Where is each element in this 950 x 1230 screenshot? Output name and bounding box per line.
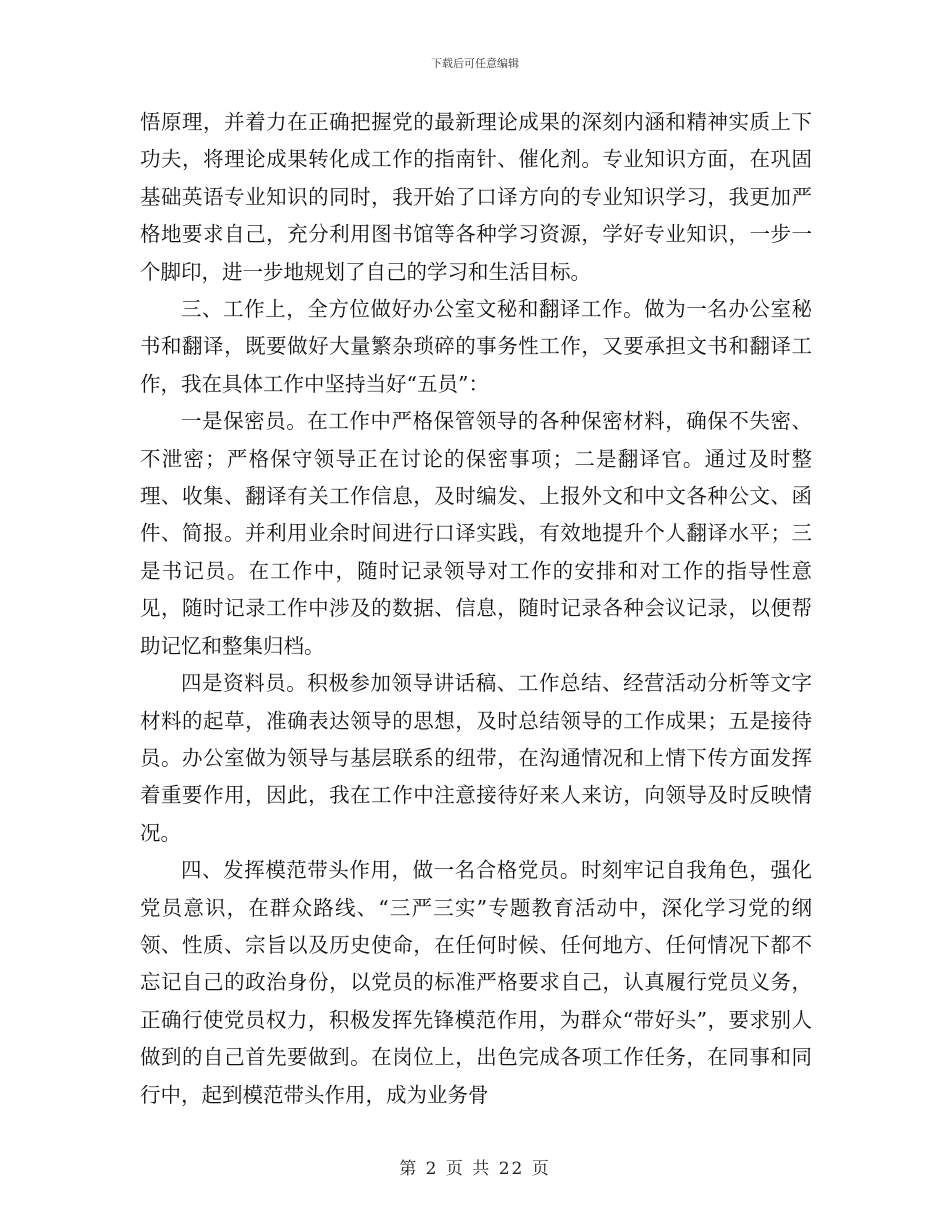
paragraph-roles-four-five: 四是资料员。积极参加领导讲话稿、工作总结、经营活动分析等文字材料的起草，准确表达领导的思想，及时总结领导的工作成果；五是接待员。办公室做为领导与基层联系的纽带，在沟通情况和上情下传方面发挥着重要作用，因此，我在工作中注意接待好来人来访，向领导及时反映情况。: [140, 671, 812, 845]
document-body: [140, 104, 812, 1114]
paragraph-continuation: 悟原理，并着力在正确把握党的最新理论成果的深刻内涵和精神实质上下功夫，将理论成果转化成工作的指南针、催化剂。专业知识方面，在巩固基础英语专业知识的同时，我开始了口译方向的专业知识学习，我更加严格地要求自己，充分利用图书馆等各种学习资源，学好专业知识，一步一个脚印，进一步地规划了自己的学习和生活目标。: [140, 110, 812, 284]
page-header: 下载后可任意编辑: [431, 57, 519, 70]
paragraph-section-three: 三、工作上，全方位做好办公室文秘和翻译工作。做为一名办公室秘书和翻译，既要做好大量繁杂琐碎的事务性工作，又要承担文书和翻译工作，我在具体工作中坚持当好“五员”：: [140, 297, 812, 396]
page-number: 第 2 页 共 22 页: [399, 1159, 551, 1179]
paragraph-roles-one-to-three: 一是保密员。在工作中严格保管领导的各种保密材料，确保不失密、不泄密；严格保守领导正在讨论的保密事项；二是翻译官。通过及时整理、收集、翻译有关工作信息，及时编发、上报外文和中文各种公文、函件、简报。并利用业余时间进行口译实践，有效地提升个人翻译水平；三是书记员。在工作中，随时记录领导对工作的安排和对工作的指导性意见，随时记录工作中涉及的数据、信息，随时记录各种会议记录，以便帮助记忆和整集归档。: [140, 409, 812, 658]
paragraph-section-four: 四、发挥模范带头作用，做一名合格党员。时刻牢记自我角色，强化党员意识，在群众路线、“三严三实”专题教育活动中，深化学习党的纲领、性质、宗旨以及历史使命，在任何时候、任何地方、任何情况下都不忘记自己的政治身份，以党员的标准严格要求自己，认真履行党员义务，正确行使党员权力，积极发挥先锋模范作用，为群众“带好头”，要求别人做到的自己首先要做到。在岗位上，出色完成各项工作任务，在同事和同行中，起到模范带头作用，成为业务骨: [140, 858, 812, 1107]
